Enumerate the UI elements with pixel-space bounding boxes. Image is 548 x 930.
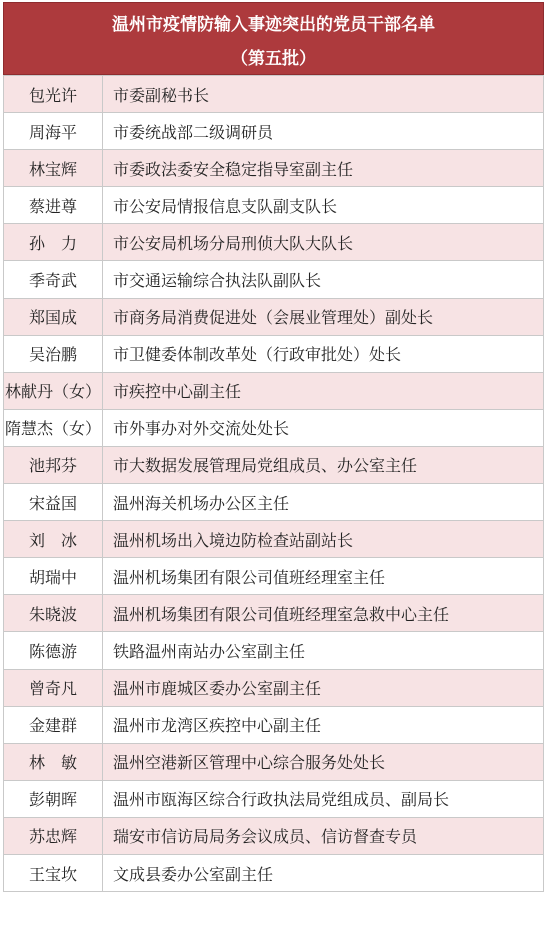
table-row — [4, 372, 544, 409]
table-row — [4, 76, 544, 113]
member-name: 周海平 — [4, 113, 103, 150]
member-name: 林 敏 — [4, 743, 103, 780]
table-row — [4, 669, 544, 706]
roster-table — [3, 75, 544, 892]
member-position: 温州机场出入境边防检查站副站长 — [103, 521, 544, 558]
document-title: 温州市疫情防输入事迹突出的党员干部名单 — [112, 15, 435, 35]
member-name: 彭朝晖 — [4, 780, 103, 817]
member-position: 市公安局机场分局刑侦大队大队长 — [103, 224, 544, 261]
table-row — [4, 298, 544, 335]
member-name: 苏忠辉 — [4, 817, 103, 854]
member-position: 温州海关机场办公区主任 — [103, 484, 544, 521]
member-name: 曾奇凡 — [4, 669, 103, 706]
table-header — [3, 2, 544, 75]
member-position: 市大数据发展管理局党组成员、办公室主任 — [103, 446, 544, 483]
member-position: 市商务局消费促进处（会展业管理处）副处长 — [103, 298, 544, 335]
member-name: 林宝辉 — [4, 150, 103, 187]
table-row — [4, 854, 544, 891]
table-row — [4, 150, 544, 187]
table-row — [4, 558, 544, 595]
member-name: 刘 冰 — [4, 521, 103, 558]
member-name: 金建群 — [4, 706, 103, 743]
member-position: 市委政法委安全稳定指导室副主任 — [103, 150, 544, 187]
member-name: 季奇武 — [4, 261, 103, 298]
member-position: 温州市鹿城区委办公室副主任 — [103, 669, 544, 706]
table-row — [4, 409, 544, 446]
table-row — [4, 706, 544, 743]
member-position: 市公安局情报信息支队副支队长 — [103, 187, 544, 224]
table-row — [4, 780, 544, 817]
table-row — [4, 187, 544, 224]
table-row — [4, 743, 544, 780]
table-row — [4, 595, 544, 632]
table-row — [4, 632, 544, 669]
table-row — [4, 335, 544, 372]
member-position: 瑞安市信访局局务会议成员、信访督查专员 — [103, 817, 544, 854]
table-row — [4, 521, 544, 558]
table-row — [4, 224, 544, 261]
member-position: 文成县委办公室副主任 — [103, 854, 544, 891]
member-position: 温州市瓯海区综合行政执法局党组成员、副局长 — [103, 780, 544, 817]
member-position: 温州机场集团有限公司值班经理室急救中心主任 — [103, 595, 544, 632]
member-name: 蔡进尊 — [4, 187, 103, 224]
member-position: 铁路温州南站办公室副主任 — [103, 632, 544, 669]
member-position: 市委副秘书长 — [103, 76, 544, 113]
member-position: 市外事办对外交流处处长 — [103, 409, 544, 446]
member-position: 温州市龙湾区疾控中心副主任 — [103, 706, 544, 743]
member-name: 朱晓波 — [4, 595, 103, 632]
table-row — [4, 817, 544, 854]
member-position: 市委统战部二级调研员 — [103, 113, 544, 150]
member-position: 温州机场集团有限公司值班经理室主任 — [103, 558, 544, 595]
member-name: 胡瑞中 — [4, 558, 103, 595]
member-name: 郑国成 — [4, 298, 103, 335]
table-row — [4, 113, 544, 150]
member-name: 孙 力 — [4, 224, 103, 261]
table-row — [4, 484, 544, 521]
member-position: 温州空港新区管理中心综合服务处处长 — [103, 743, 544, 780]
member-name: 宋益国 — [4, 484, 103, 521]
member-name: 林献丹（女） — [4, 372, 103, 409]
member-position: 市交通运输综合执法队副队长 — [103, 261, 544, 298]
member-name: 池邦芬 — [4, 446, 103, 483]
table-row — [4, 261, 544, 298]
document-subtitle: （第五批） — [231, 49, 316, 69]
member-position: 市疾控中心副主任 — [103, 372, 544, 409]
member-position: 市卫健委体制改革处（行政审批处）处长 — [103, 335, 544, 372]
member-name: 隋慧杰（女） — [4, 409, 103, 446]
table-row — [4, 446, 544, 483]
member-name: 王宝坎 — [4, 854, 103, 891]
member-name: 陈德游 — [4, 632, 103, 669]
member-name: 吴治鹏 — [4, 335, 103, 372]
member-name: 包光许 — [4, 76, 103, 113]
roster-document — [3, 2, 544, 892]
